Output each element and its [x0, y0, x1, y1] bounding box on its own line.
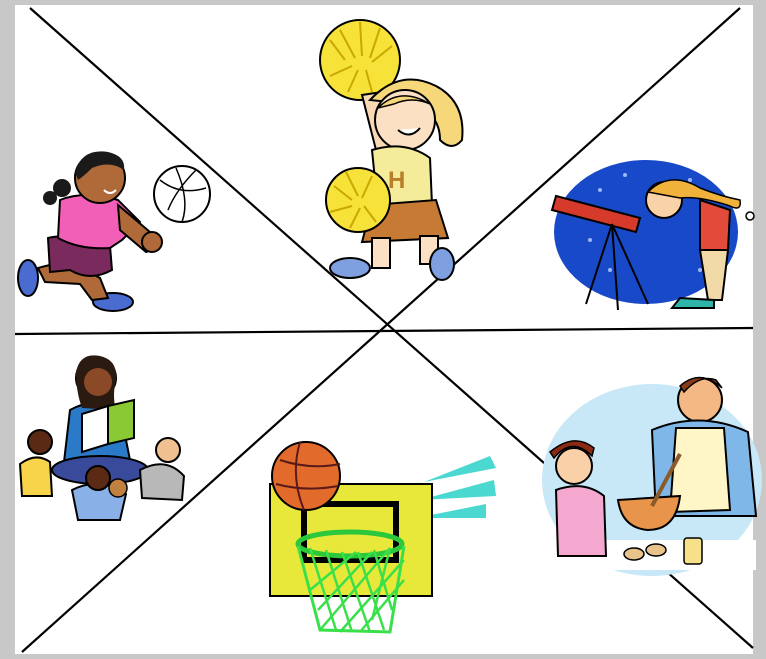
svg-text:H: H	[388, 167, 406, 194]
